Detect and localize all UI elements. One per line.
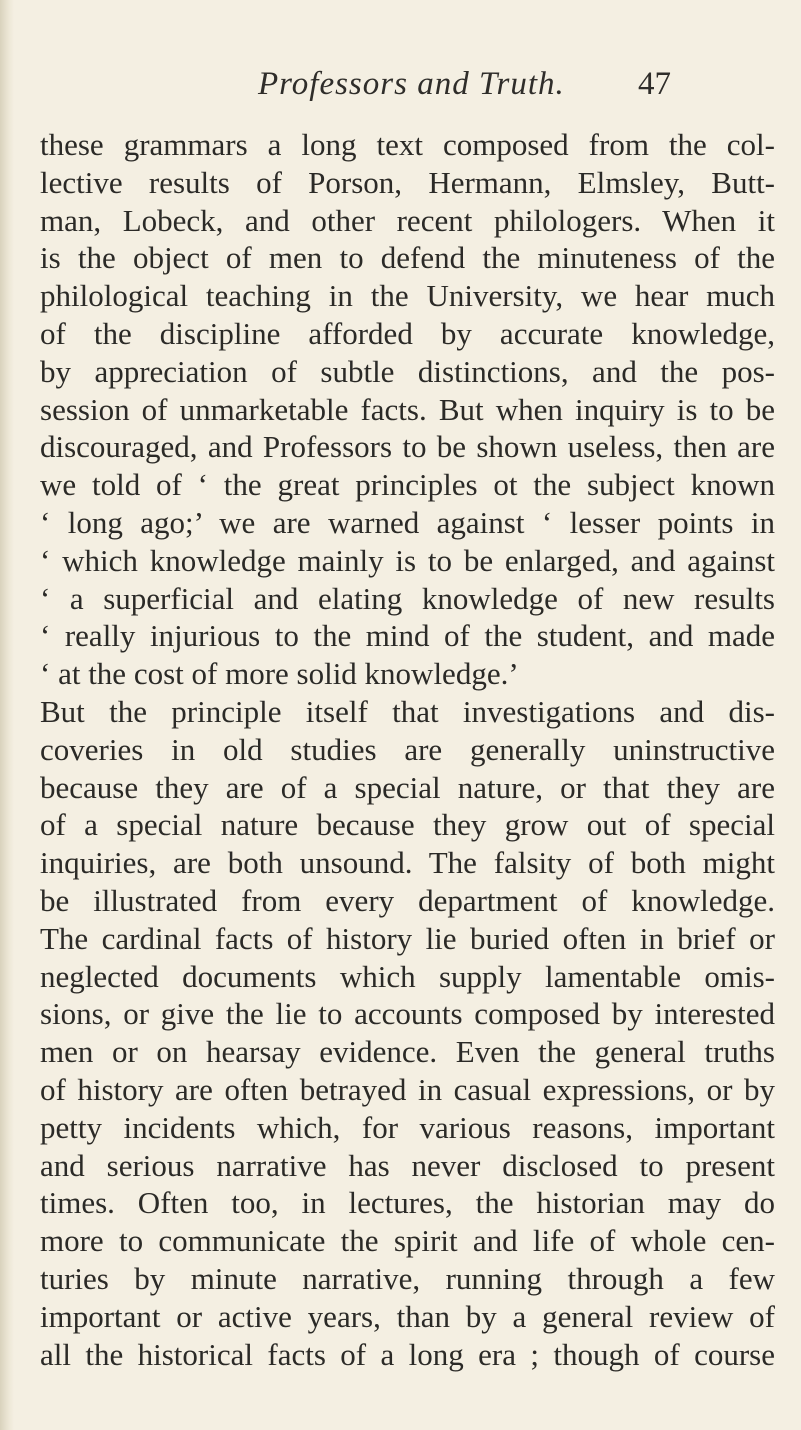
page-number: 47 — [638, 66, 671, 102]
text-line: all the historical facts of a long era ; though of course — [40, 1336, 775, 1372]
text-line: petty incidents which, for various reasons, important — [40, 1109, 775, 1145]
text-line: sions, or give the lie to accounts composed by interested — [40, 996, 775, 1032]
text-line: these grammars a long text composed from the col- — [40, 127, 775, 162]
text-line: But the principle itself that investigations and dis- — [40, 693, 775, 729]
page-gutter-shadow — [0, 0, 14, 1430]
text-line: ‘ really injurious to the mind of the student, and made — [40, 618, 775, 654]
text-line: be illustrated from every department of knowledge. — [40, 882, 775, 918]
text-line: we told of ‘ the great principles ot the subject known — [40, 467, 775, 503]
text-line: and serious narrative has never disclosed to present — [40, 1147, 775, 1183]
page-header — [0, 66, 801, 116]
text-line: philological teaching in the University, we hear much — [40, 278, 775, 314]
text-line: session of unmarketable facts. But when inquiry is to be — [40, 391, 775, 427]
text-line: man, Lobeck, and other recent philologers. When it — [40, 202, 775, 238]
text-line: by appreciation of subtle distinctions, and the pos- — [40, 353, 775, 389]
text-line: lective results of Porson, Hermann, Elmsley, Butt- — [40, 164, 775, 200]
text-line: ‘ a superficial and elating knowledge of new results — [40, 580, 775, 616]
text-line: important or active years, than by a general review of — [40, 1298, 775, 1334]
text-line: more to communicate the spirit and life of whole cen- — [40, 1223, 775, 1259]
text-line: neglected documents which supply lamentable omis- — [40, 958, 775, 994]
body-text — [40, 126, 775, 1373]
text-line: inquiries, are both unsound. The falsity of both might — [40, 845, 775, 881]
running-title: Professors and Truth. — [258, 66, 565, 102]
text-line: ‘ which knowledge mainly is to be enlarged, and against — [40, 542, 775, 578]
text-line: times. Often too, in lectures, the historian may do — [40, 1185, 775, 1221]
text-line: of a special nature because they grow out of special — [40, 807, 775, 843]
text-line: because they are of a special nature, or that they are — [40, 769, 775, 805]
text-line: of history are often betrayed in casual expressions, or by — [40, 1071, 775, 1107]
text-line: ‘ long ago;’ we are warned against ‘ lesser points in — [40, 504, 775, 540]
text-line: of the discipline afforded by accurate knowledge, — [40, 315, 775, 351]
text-line: discouraged, and Professors to be shown useless, then are — [40, 429, 775, 465]
text-line: The cardinal facts of history lie buried often in brief or — [40, 920, 775, 956]
text-line: turies by minute narrative, running through a few — [40, 1260, 775, 1296]
text-line: men or on hearsay evidence. Even the general truths — [40, 1034, 775, 1070]
text-line: coveries in old studies are generally uninstructive — [40, 731, 775, 767]
text-line: is the object of men to defend the minuteness of the — [40, 240, 775, 276]
text-line: ‘ at the cost of more solid knowledge.’ — [40, 656, 519, 692]
